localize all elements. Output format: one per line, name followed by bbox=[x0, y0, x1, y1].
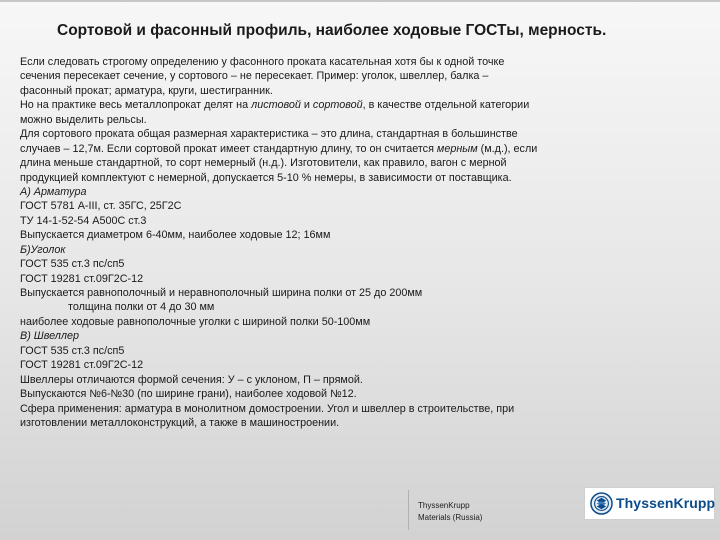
footer-company: ThyssenKrupp bbox=[418, 501, 470, 510]
text-run: Но на практике весь металлопрокат делят на bbox=[20, 99, 252, 112]
body-line: Для сортового проката общая размерная характеристика – это длина, стандартная в большинстве bbox=[20, 128, 518, 141]
emphasis-sortovoy: сортовой bbox=[312, 99, 363, 112]
thyssenkrupp-logo bbox=[584, 487, 715, 520]
thyssenkrupp-seal-icon bbox=[590, 492, 613, 515]
logo-wordmark: ThyssenKrupp bbox=[616, 495, 716, 511]
body-line: ГОСТ 19281 ст.09Г2С-12 bbox=[20, 272, 144, 285]
body-line bbox=[20, 142, 610, 156]
body-line: ГОСТ 5781 А-III, ст. 35ГС, 25Г2С bbox=[20, 200, 182, 213]
body-line: сечения пересекает сечение, у сортового – не пересекает. Пример: уголок, швеллер, балка – bbox=[20, 70, 489, 83]
body-line: ТУ 14-1-52-54 А500С ст.3 bbox=[20, 214, 147, 227]
body-line: Сфера применения: арматура в монолитном домостроении. Угол и швеллер в строительстве, при bbox=[20, 402, 515, 415]
body-line bbox=[20, 98, 610, 112]
body-line: ГОСТ 19281 ст.09Г2С-12 bbox=[20, 359, 144, 372]
emphasis-listovoy: листовой bbox=[251, 99, 301, 112]
slide-body bbox=[20, 55, 610, 430]
body-line: Выпускается диаметром 6-40мм, наиболее ходовые 12; 16мм bbox=[20, 229, 331, 242]
emphasis-mernym: мерным bbox=[436, 142, 478, 155]
body-line: ГОСТ 535 ст.3 пс/сп5 bbox=[20, 344, 125, 357]
text-run: (м.д.), если bbox=[477, 142, 538, 155]
body-line: изготовлении металлоконструкций, а также в машиностроении. bbox=[20, 416, 340, 429]
body-line-indented: толщина полки от 4 до 30 мм bbox=[68, 301, 215, 314]
body-line: Если следовать строгому определению у фасонного проката касательная хотя бы к одной точке bbox=[20, 56, 505, 68]
slide-title: Сортовой и фасонный профиль, наиболее ходовые ГОСТы, мерность. bbox=[57, 22, 607, 39]
section-heading-text: Б)Уголок bbox=[20, 243, 66, 256]
footer-division: Materials (Russia) bbox=[418, 513, 483, 522]
section-heading-text: В) Швеллер bbox=[20, 330, 79, 343]
section-heading-shveller bbox=[20, 329, 610, 343]
body-line: Выпускаются №6-№30 (по ширине грани), наиболее ходовой №12. bbox=[20, 388, 357, 401]
body-line: Выпускается равнополочный и неравнополочный ширина полки от 25 до 200мм bbox=[20, 287, 423, 299]
footer-company-block bbox=[418, 500, 482, 524]
body-line: можно выделить рельсы. bbox=[20, 113, 147, 126]
section-heading-armatura bbox=[20, 185, 610, 199]
body-line: ГОСТ 535 ст.3 пс/сп5 bbox=[20, 258, 125, 271]
body-line: фасонный прокат; арматура, круги, шестигранник. bbox=[20, 84, 273, 97]
body-line: продукцией комплектуют с немерной, допускается 5-10 % немеры, в зависимости от поставщика. bbox=[20, 171, 512, 184]
top-rule bbox=[0, 0, 720, 2]
text-run: , в качестве отдельной категории bbox=[362, 99, 530, 112]
body-line: длина меньше стандартной, то сорт немерный (н.д.). Изготовители, как правило, вагон с мерной bbox=[20, 157, 507, 170]
body-line: Швеллеры отличаются формой сечения: У – с уклоном, П – прямой. bbox=[20, 373, 363, 386]
section-heading-ugolok bbox=[20, 243, 610, 257]
text-run: случаев – 12,7м. Если сортовой прокат имеет стандартную длину, то он считается bbox=[20, 142, 437, 155]
body-line: наиболее ходовые равнополочные уголки с шириной полки 50-100мм bbox=[20, 315, 371, 328]
section-heading-text: А) Арматура bbox=[20, 185, 87, 198]
footer-divider bbox=[408, 490, 409, 530]
text-run: и bbox=[300, 99, 313, 112]
